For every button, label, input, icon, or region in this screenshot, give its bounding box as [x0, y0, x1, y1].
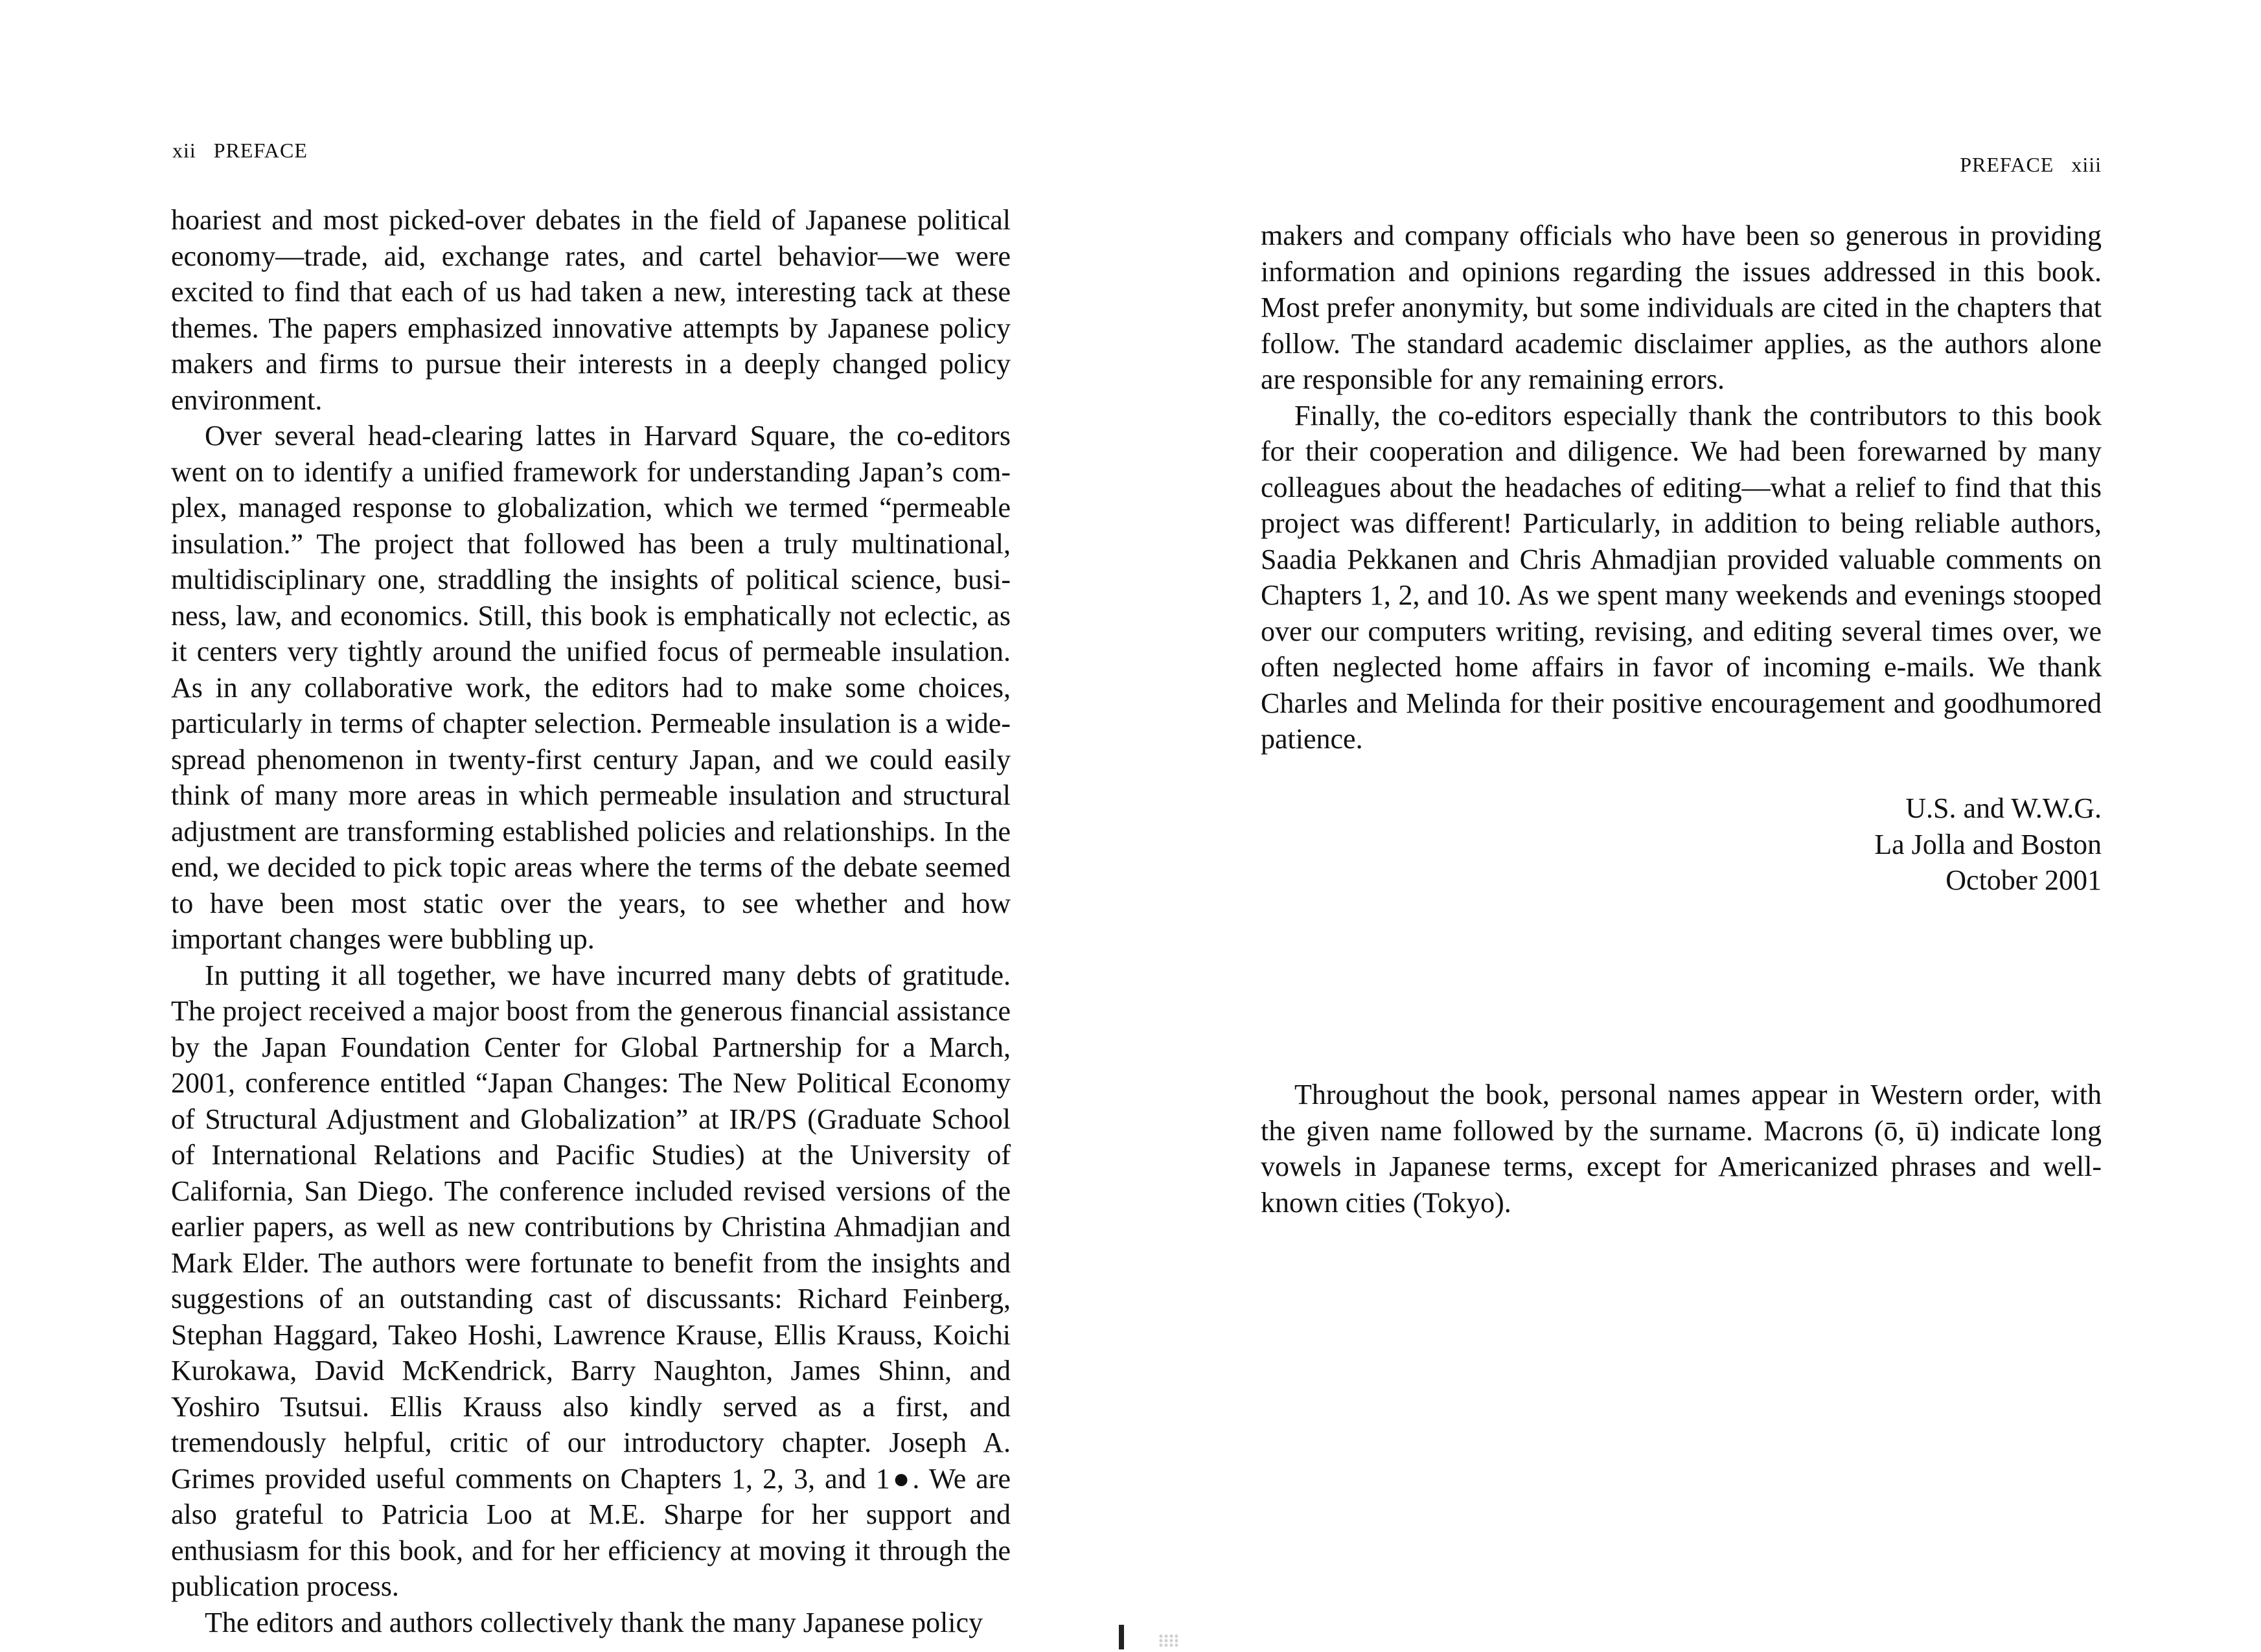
right-page-number: xiii	[2071, 153, 2102, 176]
left-running-head	[172, 139, 308, 163]
right-running-head	[1960, 153, 2102, 177]
paragraph: hoariest and most picked-over debates in the field of Japanese political economy—trade, aid, exchange rates, and cartel behavior—we were excited to find that each of us had taken a new, interesting tack at these themes. The papers emphasized innovative attempts by Japanese policy makers and firms to pursue their interests in a deeply changed policy environment.	[171, 204, 1011, 416]
signature-place: La Jolla and Boston	[1874, 828, 2102, 860]
right-running-title: PREFACE	[1960, 153, 2054, 176]
scan-speckle	[1158, 1634, 1178, 1647]
note-paragraph: Throughout the book, personal names appear in Western order, with the given name followed by the surname. Macrons (ō, ū) indicate long vowels in Japanese terms, except for Americanized phrases and wellknown cities (Tokyo).	[1261, 1079, 2102, 1219]
paragraph: Over several head-clearing lattes in Harvard Square, the co-editors went on to identify a unified framework for understanding Japan’s complex, managed response to globalization, which we termed “permeable insulation.” The project that followed has been a truly multinational, multidisciplinary one, straddling the insights of political science, business, law, and economics. Still, this book is emphatically not eclectic, as it centers very tightly around the unified focus of permeable insulation. As in any collaborative work, the editors had to make some choices, particularly in terms of chapter selection. Permeable insulation is a widespread phenomenon in twenty-first century Japan, and we could easily think of many more areas in which permeable insulation and structural adjustment are transforming established policies and relationships. In the end, we decided to pick topic areas where the terms of the debate seemed to have been most static over the years, to see whether and how important changes were bubbling up.	[171, 420, 1011, 955]
signature-initials: U.S. and W.W.G.	[1905, 792, 2102, 824]
signature-date: October 2001	[1945, 864, 2102, 896]
right-page-body	[1261, 218, 2102, 757]
left-page-number: xii	[172, 139, 196, 162]
gutter-scan-mark	[1119, 1625, 1124, 1649]
paragraph: Finally, the co-editors especially thank the contributors to this book for their cooperation and diligence. We had been forewarned by many colleagues about the headaches of editing—what a relief to find that this project was different! Particularly, in addition to being reliable authors, Saadia Pekkanen and Chris Ahmadjian provided valuable comments on Chapters 1, 2, and 10. As we spent many weekends and evenings stooped over our computers writing, revising, and editing several times over, we often neglected home affairs in favor of incoming e-mails. We thank Charles and Melinda for their positive encouragement and goodhumored patience.	[1261, 399, 2102, 755]
left-page-body	[171, 202, 1011, 1640]
paragraph: In putting it all together, we have incurred many debts of gratitude. The project received a major boost from the generous financial assistance by the Japan Foundation Center for Global Partnership for a March, 2001, conference entitled “Japan Changes: The New Political Economy of Structural Adjustment and Globalization” at IR/PS (Graduate School of International Relations and Pacific Studies) at the University of California, San Diego. The conference included revised versions of the earlier papers, as well as new contributions by Christina Ahmadjian and Mark Elder. The authors were fortunate to benefit from the insights and suggestions of an outstanding cast of discussants: Richard Feinberg, Stephan Haggard, Takeo Hoshi, Lawrence Krause, Ellis Krauss, Koichi Kurokawa, David McKendrick, Barry Naughton, James Shinn, and Yoshiro Tsutsui. Ellis Krauss also kindly served as a first, and tremendously helpful, critic of our introductory chapter. Joseph A. Grimes provided useful comments on Chapters 1, 2, 3, and 1●. We are also grateful to Patricia Loo at M.E. Sharpe for her support and enthusiasm for this book, and for her efficiency at moving it through the publication process.	[171, 959, 1011, 1602]
left-running-title: PREFACE	[213, 139, 308, 162]
signature-block	[1874, 790, 2102, 899]
paragraph: The editors and authors collectively thank the many Japanese policy	[205, 1606, 983, 1638]
naming-note	[1261, 1077, 2102, 1221]
paragraph: makers and company officials who have been so generous in providing information and opinions regarding the issues addressed in this book. Most prefer anonymity, but some individuals are cited in the chapters that follow. The standard academic disclaimer applies, as the authors alone are responsible for any remaining errors.	[1261, 220, 2102, 395]
